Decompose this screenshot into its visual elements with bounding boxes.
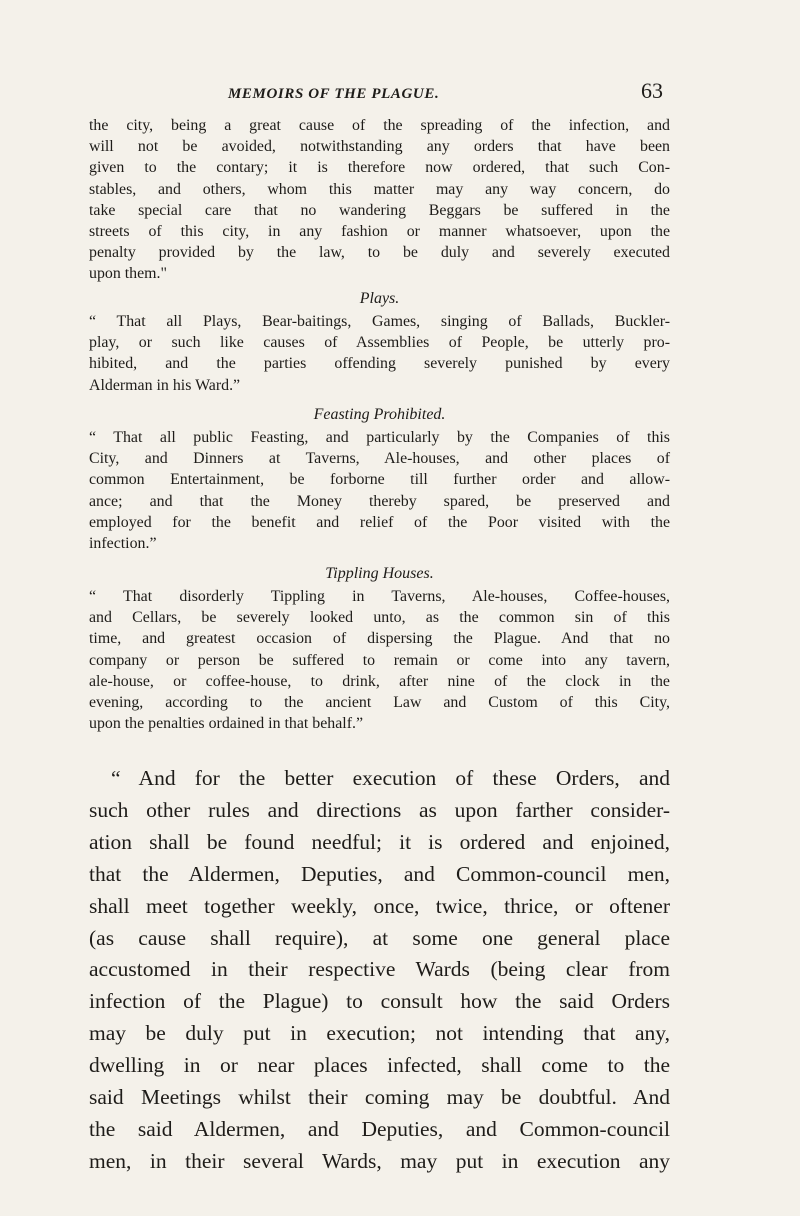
tippling-heading: Tippling Houses. — [325, 565, 434, 582]
beggars-order-paragraph — [89, 115, 670, 285]
text-line: common Entertainment, be forborne till further order and allow- — [89, 471, 670, 489]
text-line: that the Aldermen, Deputies, and Common-council men, — [89, 861, 670, 886]
text-line: given to the contary; it is therefore now ordered, that such Con- — [89, 159, 670, 177]
text-line: “ That all Plays, Bear-baitings, Games, singing of Ballads, Buckler- — [89, 313, 670, 330]
text-line: may be duly put in execution; not intending that any, — [89, 1021, 670, 1046]
text-line: dwelling in or near places infected, shall come to the — [89, 1053, 670, 1078]
main-paragraph — [89, 763, 670, 1178]
text-line: company or person be suffered to remain or come into any tavern, — [89, 651, 670, 669]
text-line: streets of this city, in any fashion or manner whatsoever, upon the — [89, 223, 670, 241]
page-number: 63 — [641, 78, 663, 103]
running-title: MEMOIRS OF THE PLAGUE. — [228, 86, 440, 102]
text-line: and Cellars, be severely looked unto, as the common sin of this — [89, 609, 670, 627]
text-line: upon them." — [89, 265, 167, 283]
text-line: accustomed in their respective Wards (being clear from — [89, 957, 670, 982]
text-line: men, in their several Wards, may put in execution any — [89, 1148, 670, 1173]
text-line: ale-house, or coffee-house, to drink, after nine of the clock in the — [89, 672, 670, 690]
text-line: the said Aldermen, and Deputies, and Common-council — [89, 1116, 670, 1141]
text-line: (as cause shall require), at some one general place — [89, 925, 670, 950]
text-line: hibited, and the parties offending severely punished by every — [89, 355, 670, 373]
text-line: ance; and that the Money thereby spared, be preserved and — [89, 492, 670, 510]
text-line: will not be avoided, notwithstanding any orders that have been — [89, 138, 670, 156]
text-line: evening, according to the ancient Law and Custom of this City, — [89, 694, 670, 712]
feasting-paragraph — [89, 427, 670, 554]
tippling-paragraph — [89, 586, 670, 734]
text-line: “ And for the better execution of these Orders, and — [111, 766, 670, 790]
text-line: City, and Dinners at Taverns, Ale-houses, and other places of — [89, 450, 670, 468]
text-line: upon the penalties ordained in that behalf.” — [89, 715, 364, 733]
plays-paragraph — [89, 311, 670, 396]
text-line: play, or such like causes of Assemblies of People, be utterly pro- — [89, 334, 670, 352]
text-line: such other rules and directions as upon farther consider- — [89, 797, 670, 822]
text-line: infection of the Plague) to consult how the said Orders — [89, 989, 670, 1014]
text-line: time, and greatest occasion of dispersing the Plague. And that no — [89, 630, 670, 648]
text-line: stables, and others, whom this matter may any way concern, do — [89, 180, 670, 198]
text-line: shall meet together weekly, once, twice, thrice, or oftener — [89, 893, 670, 918]
text-line: “ That disorderly Tippling in Taverns, Ale-houses, Coffee-houses, — [89, 588, 670, 605]
text-line: “ That all public Feasting, and particularly by the Companies of this — [89, 429, 670, 446]
text-line: take special care that no wandering Beggars be suffered in the — [89, 201, 670, 219]
feasting-heading: Feasting Prohibited. — [313, 406, 446, 423]
text-line: Alderman in his Ward.” — [89, 376, 241, 394]
text-line: ation shall be found needful; it is ordered and enjoined, — [89, 829, 670, 854]
text-line: said Meetings whilst their coming may be doubtful. And — [89, 1085, 670, 1110]
text-line: infection.” — [89, 535, 157, 553]
text-line: the city, being a great cause of the spreading of the infection, and — [89, 117, 670, 134]
text-line: employed for the benefit and relief of the Poor visited with the — [89, 513, 670, 531]
text-line: penalty provided by the law, to be duly and severely executed — [89, 244, 670, 262]
plays-heading: Plays. — [359, 290, 400, 307]
